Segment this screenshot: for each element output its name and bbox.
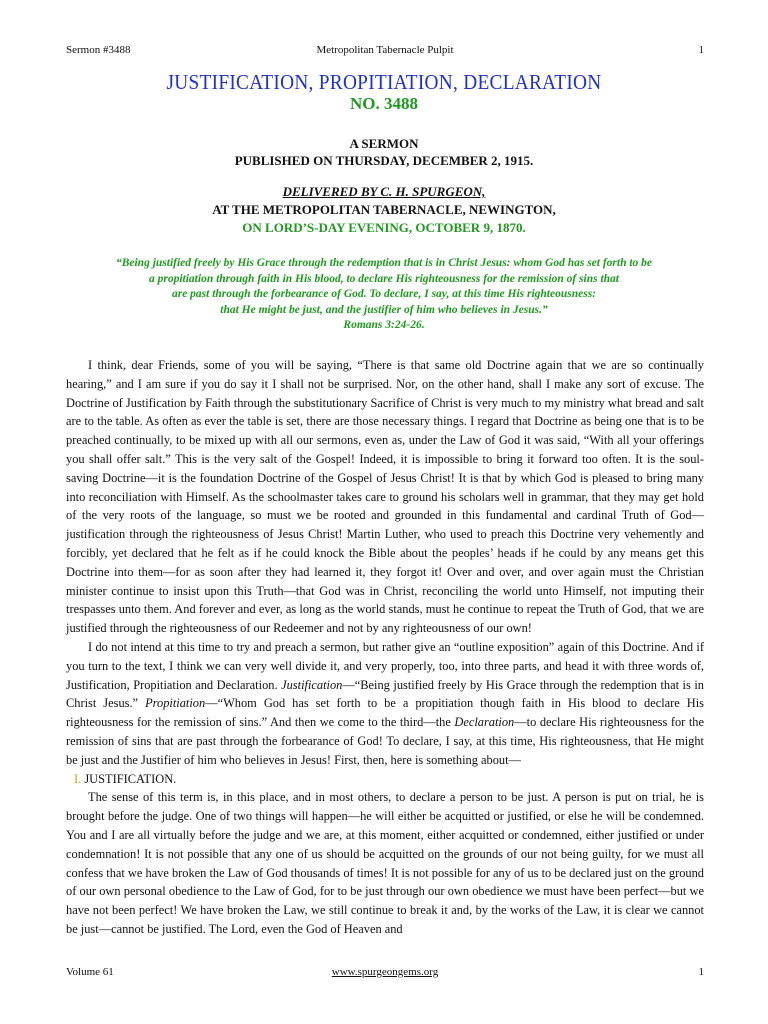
paragraph-text: —“Being justified freely by His Grace through the redemption that is in Christ Jesus.”	[66, 677, 704, 711]
section-numeral: I.	[74, 771, 82, 786]
sermon-body	[66, 356, 704, 939]
footer-page-number: 1	[698, 966, 704, 978]
footer-website-link[interactable]: www.spurgeongems.org	[331, 966, 439, 978]
paragraph	[66, 638, 704, 770]
header-page-number: 1	[698, 44, 704, 56]
publication-date: PUBLISHED ON THURSDAY, DECEMBER 2, 1915.	[234, 153, 534, 168]
preacher-line: DELIVERED BY C. H. SPURGEON,	[282, 184, 486, 199]
running-footer	[66, 966, 704, 982]
paragraph-text: —to declare His righteousness for the remission of sins that are past through the forbearance of God! To declare, I say, at this time, His righteousness, that He might be just and the Justifier of him who believes in Jesus! First, then, here is something about—	[66, 715, 704, 767]
venue-line: AT THE METROPOLITAN TABERNACLE, NEWINGTON,	[212, 202, 556, 217]
paragraph: The sense of this term is, in this place, and in most others, to declare a person to be just. A person is put on trial, he is brought before the judge. One of two things will happen—he will either be acquitted or justified, or else he will be condemned. You and I are all virtually before the judge and we are, at this moment, either acquitted or condemned, either justified or under condemnation! It is not possible that any one of us should be acquitted on the grounds of our not being guilty, for we must all confess that we have broken the Law of God thousands of times! It is not possible for any of us to be declared just on the ground of our own personal obedience to the Law of God, for to be just through our own obedience we must have been perfect—but we have not been perfect! We have broken the Law, we still continue to break it and, by the works of the Law, it is clear we cannot be just—cannot be justified. The Lord, even the God of Heaven and	[66, 790, 704, 936]
scripture-line: that He might be just, and the justifier of him who believes in Jesus.”	[220, 303, 548, 316]
sermon-title: JUSTIFICATION, PROPITIATION, DECLARATION	[166, 70, 602, 94]
scripture-line: are past through the forbearance of God. To declare, I say, at this time His righteousness:	[171, 288, 597, 300]
scripture-line: a propitiation through faith in His blood, to declare His righteousness for the remission of sins that	[149, 272, 619, 285]
header-publication: Metropolitan Tabernacle Pulpit	[316, 44, 454, 56]
paragraph: I think, dear Friends, some of you will be saying, “There is that same old Doctrine again that we are so continually hearing,” and I am sure if you do say it I shall not be surprised. Nor, on the other hand, shall I make any sort of excuse. The Doctrine of Justification by Faith through the substitutionary Sacrifice of Christ is very much to my ministry what bread and salt are to the table. As often as ever the table is set, there are those necessary things. I regard that Doctrine as being one that is to be preached continually, to be mixed up with all our sermons, even as, under the Law of God it was said, “With all your offerings you shall offer salt.” This is the very salt of the Gospel! Indeed, it is impossible to bring it forward too often. It is the soul-saving Doctrine—it is the foundation Doctrine of the Gospel of Jesus Christ! It is that by which God is pleased to bring many into reconciliation with Himself. As the schoolmaster takes care to ground his scholars well in grammar, that they may get hold of the very roots of the language, so must we be rooted and grounded in this fundamental and cardinal Truth of God—justification through the righteousness of Jesus Christ! Martin Luther, who used to preach this Doctrine very vehemently and forcibly, yet declared that he felt as if he could knock the Bible about the peoples’ heads if he could by any means get this Doctrine into them—for as soon after they had learned it, they forgot it! Over and over, and over again must the Christian minister continue to insist upon this Truth—that God was in Christ, reconciling the world unto Himself, not imputing their trespasses unto them. And forever and ever, as long as the world stands, must he continue to repeat the Truth of God, that we are justified through the righteousness of our Redeemer and not by any righteousness of our own!	[66, 358, 704, 636]
section-title: JUSTIFICATION.	[84, 771, 177, 786]
term-propitiation: Propitiation	[145, 696, 206, 711]
term-declaration: Declaration	[454, 715, 515, 730]
section-heading	[66, 770, 704, 789]
running-header	[66, 44, 704, 60]
term-justification: Justification	[281, 677, 343, 692]
sermon-number: NO. 3488	[350, 94, 418, 113]
scripture-line: “Being justified freely by His Grace through the redemption that is in Christ Jesus: whom God has set forth to be	[115, 257, 653, 269]
publication-label: A SERMON	[349, 136, 419, 151]
header-sermon-number: Sermon #3488	[66, 44, 131, 56]
scripture-text	[60, 256, 708, 334]
paragraph-text: I do not intend at this time to try and preach a sermon, but rather give an “outline exposition” again of this Doctrine. And if you turn to the text, I think we can very well divide it, and very properly, too, into three parts, and head it with three words of, Justification, Propitiation and Declaration.	[66, 639, 704, 692]
delivery-date: ON LORD’S-DAY EVENING, OCTOBER 9, 1870.	[242, 220, 526, 235]
footer-volume: Volume 61	[66, 966, 114, 978]
paragraph-text: —“Whom God has set forth to be a propitiation though faith in His blood to declare His righteousness for the remission of sins.” And then we come to the third—the	[66, 696, 705, 730]
scripture-reference: Romans 3:24-26.	[343, 319, 425, 331]
